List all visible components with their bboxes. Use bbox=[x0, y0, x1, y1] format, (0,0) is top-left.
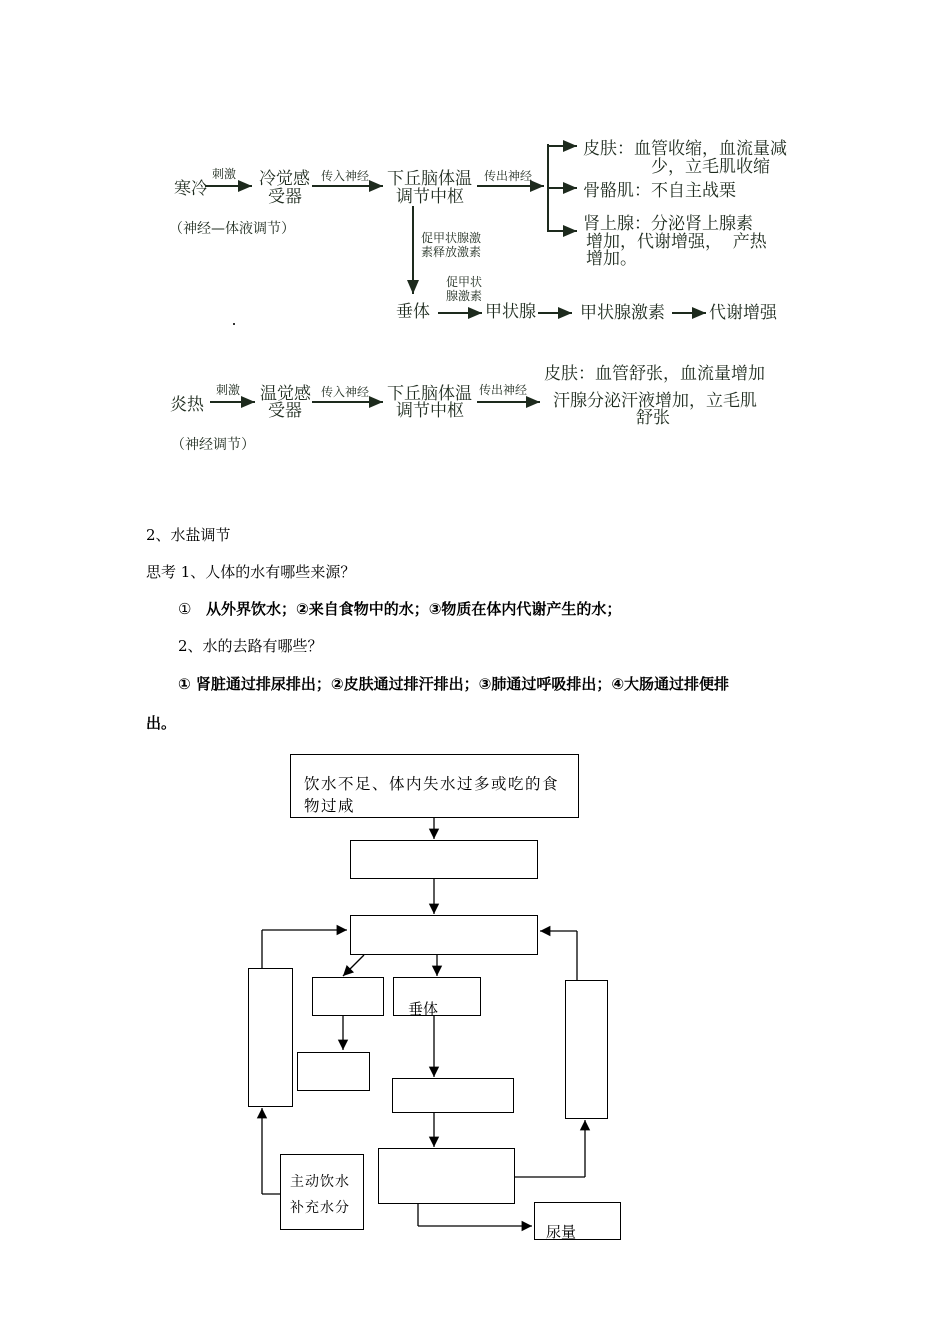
question-1: 思考 1、人体的水有哪些来源？ bbox=[146, 563, 356, 581]
flow-blank-box-left bbox=[248, 968, 293, 1107]
hot-sweat-line2: 舒张 bbox=[636, 408, 670, 428]
hot-regulation-mode: （神经调节） bbox=[171, 437, 255, 453]
cold-adrenal-line2: 增加，代谢增强， 产热 bbox=[586, 232, 767, 252]
cold-efferent-label: 传出神经 bbox=[484, 169, 533, 183]
hot-afferent-label: 传入神经 bbox=[321, 385, 370, 399]
cold-stim-arrow-label: 刺激 bbox=[212, 167, 237, 181]
thyroid-label: 甲状腺 bbox=[485, 302, 536, 322]
hot-efferent-label: 传出神经 bbox=[479, 383, 528, 397]
flow-blank-box-right bbox=[565, 980, 608, 1119]
scan-speck bbox=[233, 323, 235, 325]
flow-blank-box-4 bbox=[297, 1052, 370, 1091]
cold-stimulus: 寒冷 bbox=[174, 179, 208, 199]
tsh-label-line2: 腺激素 bbox=[446, 289, 483, 303]
hot-receptor-line1: 温觉感 bbox=[260, 384, 311, 404]
hot-stimulus: 炎热 bbox=[170, 395, 204, 415]
hot-skin: 皮肤：血管舒张，血流量增加 bbox=[544, 364, 765, 384]
cold-adrenal-line1: 肾上腺：分泌肾上腺素 bbox=[583, 214, 753, 234]
cold-skin-line1: 皮肤：血管收缩，血流量减 bbox=[583, 139, 787, 159]
cold-regulation-mode: （神经—体液调节） bbox=[169, 221, 295, 237]
answer-1: 从外界饮水；②来自食物中的水；③物质在体内代谢产生的水； bbox=[206, 600, 622, 618]
hot-center-line1: 下丘脑体温 bbox=[387, 384, 472, 404]
hot-center-line2: 调节中枢 bbox=[396, 401, 464, 421]
cold-afferent-label: 传入神经 bbox=[321, 169, 370, 183]
answer-2-line2: 出。 bbox=[146, 714, 177, 732]
cold-skin-line2: 少，立毛肌收缩 bbox=[651, 157, 770, 177]
hot-sweat-line1: 汗腺分泌汗液增加，立毛肌 bbox=[553, 391, 757, 411]
flow-urine-text: 尿量 bbox=[546, 1223, 577, 1241]
answer-1-marker: ① bbox=[178, 600, 192, 618]
question-2: 2、水的去路有哪些？ bbox=[178, 637, 323, 655]
pituitary-label: 垂体 bbox=[396, 302, 430, 322]
flow-blank-box-3 bbox=[312, 977, 384, 1016]
cold-adrenal-line3: 增加。 bbox=[586, 249, 637, 269]
flow-blank-box-2 bbox=[350, 915, 538, 955]
thyroxine-label: 甲状腺激素 bbox=[580, 303, 665, 323]
flow-top-text: 饮水不足、体内失水过多或吃的食物过咸 bbox=[304, 775, 560, 815]
flow-blank-box-5 bbox=[392, 1078, 514, 1113]
cold-center-line1: 下丘脑体温 bbox=[387, 169, 472, 189]
flow-drink-line2: 补充水分 bbox=[290, 1200, 350, 1216]
trh-label-line2: 素释放激素 bbox=[421, 245, 482, 259]
section-heading: 2、水盐调节 bbox=[146, 526, 231, 544]
cold-muscle: 骨骼肌：不自主战栗 bbox=[583, 181, 736, 201]
flow-drink-line1: 主动饮水 bbox=[290, 1174, 350, 1190]
cold-center-line2: 调节中枢 bbox=[396, 187, 464, 207]
metabolism-label: 代谢增强 bbox=[709, 303, 777, 323]
flow-pituitary-text: 垂体 bbox=[408, 1000, 439, 1018]
hot-stim-arrow-label: 刺激 bbox=[216, 383, 241, 397]
answer-2-line1: ① 肾脏通过排尿排出；②皮肤通过排汗排出；③肺通过呼吸排出；④大肠通过排便排 bbox=[178, 675, 730, 693]
cold-receptor-line2: 受器 bbox=[268, 187, 302, 207]
cold-receptor-line1: 冷觉感 bbox=[259, 169, 310, 189]
hot-receptor-line2: 受器 bbox=[268, 401, 302, 421]
flow-blank-box-1 bbox=[350, 840, 538, 879]
flow-blank-box-6 bbox=[378, 1148, 515, 1204]
trh-label-line1: 促甲状腺激 bbox=[421, 231, 482, 245]
tsh-label-line1: 促甲状 bbox=[446, 275, 483, 289]
